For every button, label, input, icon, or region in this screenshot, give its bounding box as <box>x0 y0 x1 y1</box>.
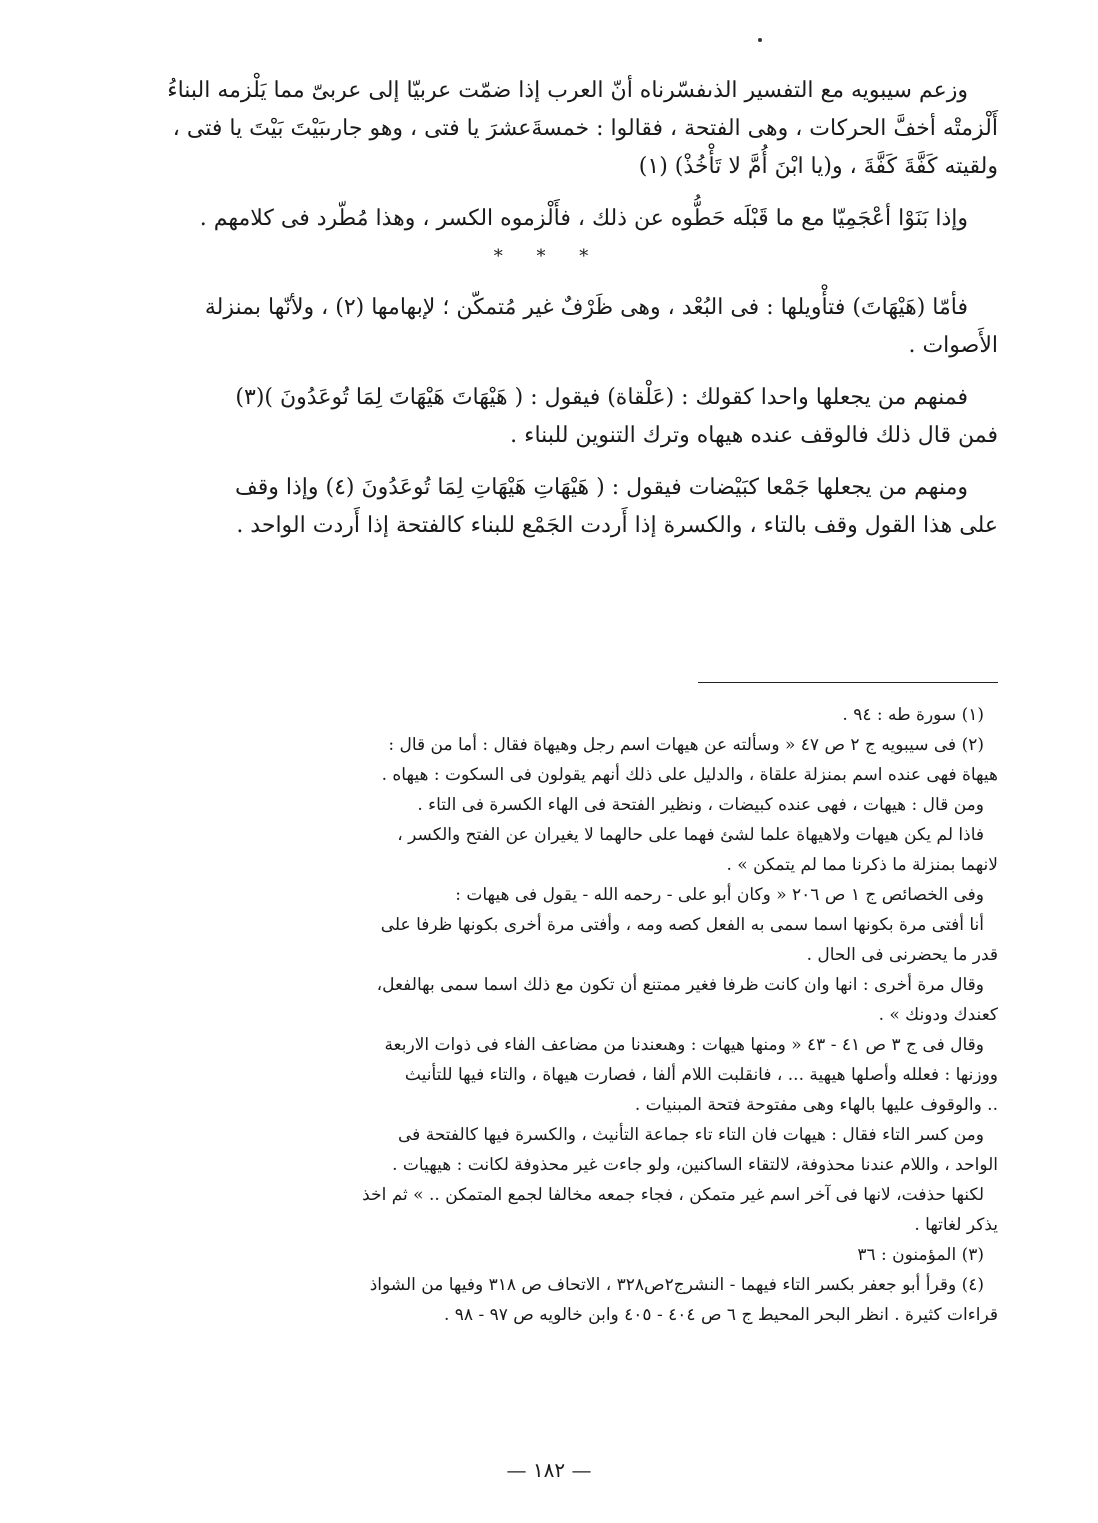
section-separator: * * * <box>493 246 603 267</box>
footnote-line: كعندك ودونك » . <box>878 1005 998 1025</box>
footnote-line: الواحد ، واللام عندنا محذوفة، لالتقاء الساكنين، ولو جاءت غير محذوفة لكانت : هيهيات . <box>392 1155 998 1175</box>
footnote-line: هيهاة فهى عنده اسم بمنزلة علقاة ، والدليل على ذلك أنهم يقولون فى السكوت : هيهاه . <box>381 765 998 785</box>
footnote-line: فاذا لم يكن هيهات ولاهيهاة علما لشئ فهما على حالهما لا يغيران عن الفتح والكسر ، <box>397 825 984 845</box>
footnote-line: قراءات كثيرة . انظر البحر المحيط ج ٦ ص ٤٠٤ - ٤٠٥ وابن خالويه ص ٩٧ - ٩٨ . <box>443 1305 998 1325</box>
paragraph-line: وإذا بَنَوْا أعْجَمِيّا مع ما قَبْلَه حَطُّوه عن ذلك ، فأَلْزموه الكسر ، وهذا مُطّرد فى كلامهم . <box>199 206 968 231</box>
footnote-divider <box>698 682 998 683</box>
paragraph-line: فمنهم من يجعلها واحدا كقولك : (عَلْقاة) فيقول : ( هَيْهَاتَ هَيْهَاتَ لِمَا تُوعَدُونَ )(٣) <box>235 385 968 410</box>
footnote-line: (٢) فى سيبويه ج ٢ ص ٤٧ « وسألته عن هيهات اسم رجل وهيهاة فقال : أما من قال : <box>388 735 984 755</box>
main-text <box>98 72 998 545</box>
footnote-line: ومن كسر التاء فقال : هيهات فان التاء تاء جماعة التأنيث ، والكسرة فيها كالفتحة فى <box>398 1125 984 1145</box>
footnote-line: وفى الخصائص ج ١ ص ٢٠٦ « وكان أبو على - رحمه الله - يقول فى هيهات : <box>455 885 984 905</box>
footnote-line: .. والوقوف عليها بالهاء وهى مفتوحة فتحة المبنيات . <box>634 1095 998 1115</box>
footnote-line: (١) سورة طه : ٩٤ . <box>842 705 984 725</box>
page-number: — ١٨٢ — <box>506 1458 592 1482</box>
paragraph-line: وزعم سيبويه مع التفسير الذىفسّرناه أنّ العرب إذا ضمّت عربيّا إلى عربىّ مما يَلْزمه البناءُ <box>167 78 968 103</box>
footnote-line: لكنها حذفت، لانها فى آخر اسم غير متمكن ، فجاء جمعه مخالفا لجمع المتمكن .. » ثم اخذ <box>362 1185 984 1205</box>
paragraph-line: أَلْزمتْه أخفَّ الحركات ، وهى الفتحة ، فقالوا : خمسةَعشرَ يا فتى ، وهو جارىبَيْتَ بَيْتَ يا فتى ، <box>172 116 998 141</box>
paragraph-line: الأَصوات . <box>908 333 998 358</box>
paragraph-line: فمن قال ذلك فالوقف عنده هيهاه وترك التنوين للبناء . <box>510 423 998 448</box>
footnote-line: يذكر لغاتها . <box>914 1215 998 1235</box>
speck-mark <box>758 38 762 42</box>
paragraph-line: فأمّا (هَيْهَاتَ) فتأْويلها : فى البُعْد ، وهى ظَرْفٌ غير مُتمكّن ؛ لإبهامها (٢) ، ولأنّها بمنزلة <box>204 295 968 320</box>
paragraph-line: على هذا القول وقف بالتاء ، والكسرة إذا أَردت الجَمْع للبناء كالفتحة إذا أَردت الواحد . <box>236 513 998 538</box>
footnote-line: قدر ما يحضرنى فى الحال . <box>806 945 998 965</box>
footnote-line: لانهما بمنزلة ما ذكرنا مما لم يتمكن » . <box>726 855 998 875</box>
footnote-line: وقال مرة أخرى : انها وان كانت ظرفا فغير ممتنع أن تكون مع ذلك اسما سمى بهالفعل، <box>376 975 984 995</box>
footnotes <box>93 700 998 1330</box>
footnote-line: وقال فى ج ٣ ص ٤١ - ٤٣ « ومنها هيهات : وهىعندنا من مضاعف الفاء فى ذوات الاربعة <box>384 1035 984 1055</box>
footnote-line: ووزنها : فعلله وأصلها هيهية ... ، فانقلبت اللام ألفا ، فصارت هيهاة ، والتاء فيها للتأنيث <box>404 1065 998 1085</box>
footnote-line: أنا أفتى مرة بكونها اسما سمى به الفعل كصه ومه ، وأفتى مرة أخرى بكونها ظرفا على <box>380 915 984 935</box>
footnote-line: ومن قال : هيهات ، فهى عنده كبيضات ، ونظير الفتحة فى الهاء الكسرة فى التاء . <box>417 795 984 815</box>
paragraph-line: ولقيته كَفَّةَ كَفَّةَ ، و(يا ابْنَ أُمَّ لا تَأْخُذْ) (١) <box>638 154 998 179</box>
paragraph-line: ومنهم من يجعلها جَمْعا كبَيْضات فيقول : ( هَيْهَاتِ هَيْهَاتِ لِمَا تُوعَدُونَ (٤) وإذا وقف <box>234 475 968 500</box>
footnote-line: (٣) المؤمنون : ٣٦ <box>857 1245 984 1265</box>
footnote-line: (٤) وقرأ أبو جعفر بكسر التاء فيهما - النشرج٢ص٣٢٨ ، الاتحاف ص ٣١٨ وفيها من الشواذ <box>369 1275 984 1295</box>
